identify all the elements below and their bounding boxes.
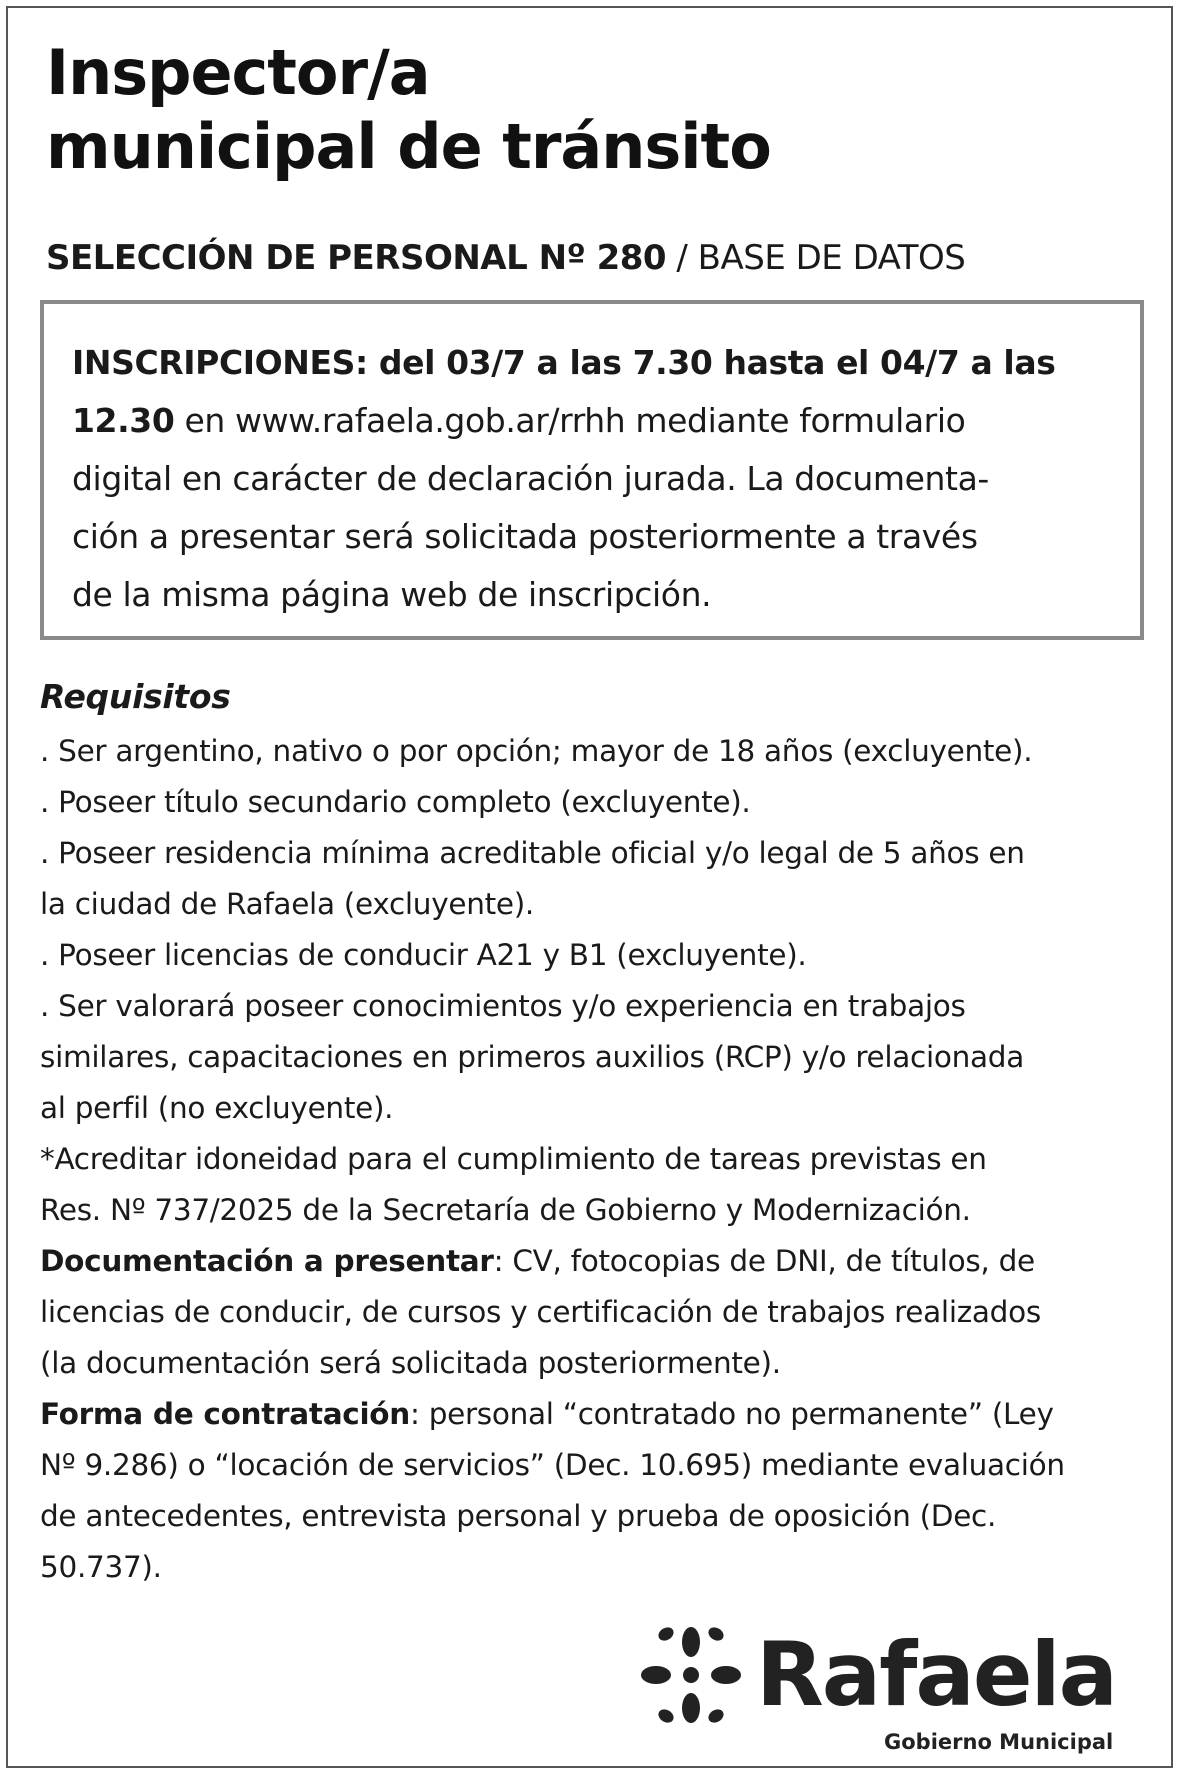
- page-title: [46, 36, 771, 184]
- selection-type: / BASE DE DATOS: [666, 238, 966, 278]
- notice-line-3: digital en carácter de declaración jurada. La documenta-: [72, 459, 989, 498]
- documentation-text: : CV, fotocopias de DNI, de títulos, de: [493, 1244, 1035, 1278]
- registration-dates: INSCRIPCIONES: del 03/7 a las 7.30 hasta el 04/7 a las: [72, 343, 1056, 382]
- requirement-line: *Acreditar idoneidad para el cumplimiento de tareas previstas en: [40, 1142, 987, 1176]
- requirement-line: . Ser valorará poseer conocimientos y/o experiencia en trabajos: [40, 989, 966, 1023]
- selection-number: SELECCIÓN DE PERSONAL Nº 280: [46, 238, 667, 278]
- rafaela-logo: [636, 1620, 1117, 1770]
- selection-subtitle: [46, 236, 965, 280]
- documentation-line-1: [40, 1236, 1150, 1287]
- requirement-line: la ciudad de Rafaela (excluyente).: [40, 887, 535, 921]
- requirement-line: . Ser argentino, nativo o por opción; mayor de 18 años (excluyente).: [40, 734, 1033, 768]
- title-line-1: Inspector/a: [46, 36, 430, 109]
- notice-line-5: de la misma página web de inscripción.: [72, 575, 712, 614]
- title-line-2: municipal de tránsito: [46, 110, 771, 183]
- requirement-line: al perfil (no excluyente).: [40, 1091, 394, 1125]
- contract-line-3: de antecedentes, entrevista personal y prueba de oposición (Dec.: [40, 1499, 997, 1533]
- requirement-line: similares, capacitaciones en primeros auxilios (RCP) y/o relacionada: [40, 1040, 1024, 1074]
- requirement-line: . Poseer título secundario completo (excluyente).: [40, 785, 751, 819]
- registration-end-time: 12.30: [72, 401, 175, 440]
- contract-line-1: [40, 1389, 1150, 1440]
- documentation-line-3: (la documentación será solicitada posteriormente).: [40, 1346, 781, 1380]
- rafaela-emblem-icon: [636, 1620, 746, 1730]
- notice-line-4: ción a presentar será solicitada posteriormente a través: [72, 517, 978, 556]
- contract-line-2: Nº 9.286) o “locación de servicios” (Dec. 10.695) mediante evaluación: [40, 1448, 1065, 1482]
- logo-subtitle: Gobierno Municipal: [884, 1730, 1114, 1754]
- documentation-label: Documentación a presentar: [40, 1244, 494, 1278]
- contract-text: : personal “contratado no permanente” (Ley: [409, 1397, 1054, 1431]
- contract-label: Forma de contratación: [40, 1397, 410, 1431]
- requirement-line: . Poseer residencia mínima acreditable oficial y/o legal de 5 años en: [40, 836, 1025, 870]
- registration-notice-box: [40, 300, 1144, 640]
- requirement-line: . Poseer licencias de conducir A21 y B1 (excluyente).: [40, 938, 807, 972]
- contract-line-4: 50.737).: [40, 1550, 162, 1584]
- logo-wordmark: Rafaela: [756, 1623, 1117, 1726]
- documentation-line-2: licencias de conducir, de cursos y certificación de trabajos realizados: [40, 1295, 1041, 1329]
- requirement-line: Res. Nº 737/2025 de la Secretaría de Gobierno y Modernización.: [40, 1193, 971, 1227]
- registration-url-text: en www.rafaela.gob.ar/rrhh mediante formulario: [174, 401, 966, 440]
- requirements-heading: Requisitos: [40, 677, 231, 716]
- requirements-section: [40, 668, 1150, 1593]
